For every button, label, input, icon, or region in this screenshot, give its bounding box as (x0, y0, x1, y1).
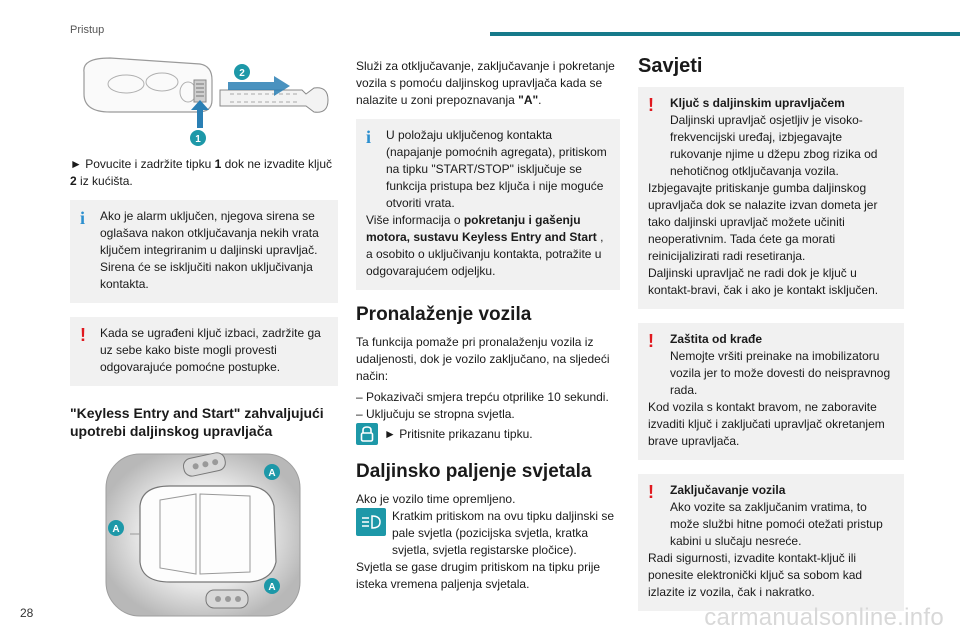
key-extraction-figure (70, 50, 338, 150)
warning-box-locking-p2: Radi sigurnosti, izvadite kontakt-ključ ili ponesite elektronički ključ sa sobom kad izlazite iz vozila, čak i nakratko. (648, 551, 863, 599)
warning-box-locking (638, 474, 904, 611)
warning-box-remote-p1: Daljinski upravljač osjetljiv je visoko-frekvencijski uređaj, izbjegavajte rukovanje njime u džepu zbog rizika od nehotičnog otključavanja vozila. (670, 113, 878, 178)
find-vehicle-step (356, 423, 620, 445)
warning-box-locking-p1: Ako vozite sa zaključanim vratima, to može službi hitne pomoći otežati pristup kabini u slučaju nesreće. (670, 500, 883, 548)
remote-lights-p2: Kratkim pritiskom na ovu tipku daljinski se pale svjetla (pozicijska svjetla, kratka svjetla, svjetla registarske pločice). (392, 509, 615, 557)
intro-text-a: Služi za otključavanje, zaključavanje i pokretanje vozila s pomoću daljinskog upravljača kada se nalazite u zoni prepoznavanja (356, 59, 615, 107)
key-fob-icon (70, 50, 338, 150)
column-1 (70, 50, 338, 620)
find-vehicle-item-1: – Pokazivači smjera trepću otprilike 10 sekundi. (356, 390, 609, 404)
zone-label-a-1: A (268, 468, 276, 479)
section-header: Pristup (70, 24, 105, 36)
intro-text-b: . (538, 93, 542, 107)
info-box-alarm-text: Ako je alarm uključen, njegova sirena se oglašava nakon otključavanja nekih vrata ključem integriranim u daljinski upravljač. Sirena će se isključiti nakon uključivanja kontakta. (100, 209, 319, 291)
zone-label-a-3: A (268, 582, 276, 593)
warning-box-key (70, 317, 338, 386)
info-icon: i (80, 208, 86, 228)
step-text-b: dok ne izvadite ključ (221, 157, 333, 171)
warning-icon: ! (648, 331, 654, 351)
info-box-alarm (70, 200, 338, 303)
keyless-zone-figure (100, 450, 338, 620)
tips-heading: Savjeti (638, 55, 703, 77)
zone-label-a-2: A (112, 524, 120, 535)
step-text-c: iz kućišta. (76, 174, 133, 188)
fig1-label-2: 2 (239, 68, 245, 79)
warning-box-remote-title: Ključ s daljinskim upravljačem (670, 96, 845, 110)
padlock-icon (356, 423, 378, 445)
warning-icon: ! (648, 482, 654, 502)
warning-box-theft (638, 323, 904, 460)
info-box-ignition-line1: U položaju uključenog kontakta (napajanje pomoćnih agregata), pritiskom na tipku "START/STOP" isključuje se funkcija pristupa bez ključa i nije moguće otvoriti vrata. (386, 128, 607, 210)
warning-box-theft-p2: Kod vozila s kontakt bravom, ne zaboravite izvaditi ključ i zaključati upravljač okretanjem brave upravljača. (648, 400, 885, 448)
info-line2-bold: pokretanju i gašenju motora, sustavu Keyless Entry and Start (366, 213, 597, 244)
watermark: carmanualsonline.info (704, 604, 944, 631)
column-3 (638, 50, 904, 625)
remote-lights-p3: Svjetla se gase drugim pritiskom na tipku prije isteka vremena paljenja svjetala. (356, 560, 601, 591)
step-bold-2: 2 (70, 174, 77, 188)
info-line2-c: , a osobito o uključivanju kontakta, potražite u odgovarajućem odjeljku. (366, 230, 604, 278)
remote-lights-heading: Daljinsko paljenje svjetala (356, 461, 592, 482)
column-2 (356, 58, 620, 593)
keyless-intro (356, 58, 620, 109)
warning-box-theft-title: Zaštita od krađe (670, 332, 763, 346)
find-vehicle-heading: Pronalaženje vozila (356, 304, 532, 325)
step-bold-1: 1 (214, 157, 222, 171)
warning-box-remote-p3: Daljinski upravljač ne radi dok je ključ u kontakt-bravi, čak i ako je kontakt isključen. (648, 266, 879, 297)
info-icon: i (366, 127, 372, 147)
warning-box-remote (638, 87, 904, 309)
warning-box-locking-title: Zaključavanje vozila (670, 483, 786, 497)
warning-icon: ! (648, 95, 654, 115)
remote-lights-step (356, 508, 620, 559)
warning-box-theft-p1: Nemojte vršiti preinake na imobilizatoru vozila jer to može dovesti do neispravnog rada. (670, 349, 891, 397)
headlight-icon (356, 508, 386, 536)
intro-bold: "A" (518, 93, 539, 107)
info-box-ignition (356, 119, 620, 290)
header-accent-bar (490, 32, 960, 36)
key-step-text (70, 156, 338, 190)
fig1-label-1: 1 (195, 134, 201, 145)
warning-icon: ! (80, 325, 86, 345)
remote-lights-p1: Ako je vozilo time opremljeno. (356, 492, 516, 506)
warning-box-key-text: Kada se ugrađeni ključ izbaci, zadržite ga uz sebe kako biste mogli provesti odgovarajuće pomoćne postupke. (100, 326, 321, 374)
find-vehicle-intro: Ta funkcija pomaže pri pronalaženju vozila iz udaljenosti, dok je vozilo zaključano, na sljedeći način: (356, 335, 610, 383)
warning-box-remote-p2: Izbjegavajte pritiskanje gumba daljinskog upravljača dok se nalazite izvan dometa jer tako daljinski upravljač možete učiniti neoperativnim. Tada ćete ga morati reinicijalizirati radi resetiranja. (648, 181, 878, 263)
keyless-subheading: "Keyless Entry and Start" zahvaljujući upotrebi daljinskog upravljača (70, 405, 324, 439)
info-box-ignition-line2 (366, 212, 610, 280)
step-text-a: ► Povucite i zadržite tipku (70, 157, 215, 171)
car-icon (100, 450, 320, 620)
find-vehicle-item-2: – Uključuju se stropna svjetla. (356, 407, 515, 421)
page-number: 28 (20, 606, 34, 620)
info-line2-a: Više informacija o (366, 213, 464, 227)
find-vehicle-step-text: ► Pritisnite prikazanu tipku. (384, 427, 533, 441)
